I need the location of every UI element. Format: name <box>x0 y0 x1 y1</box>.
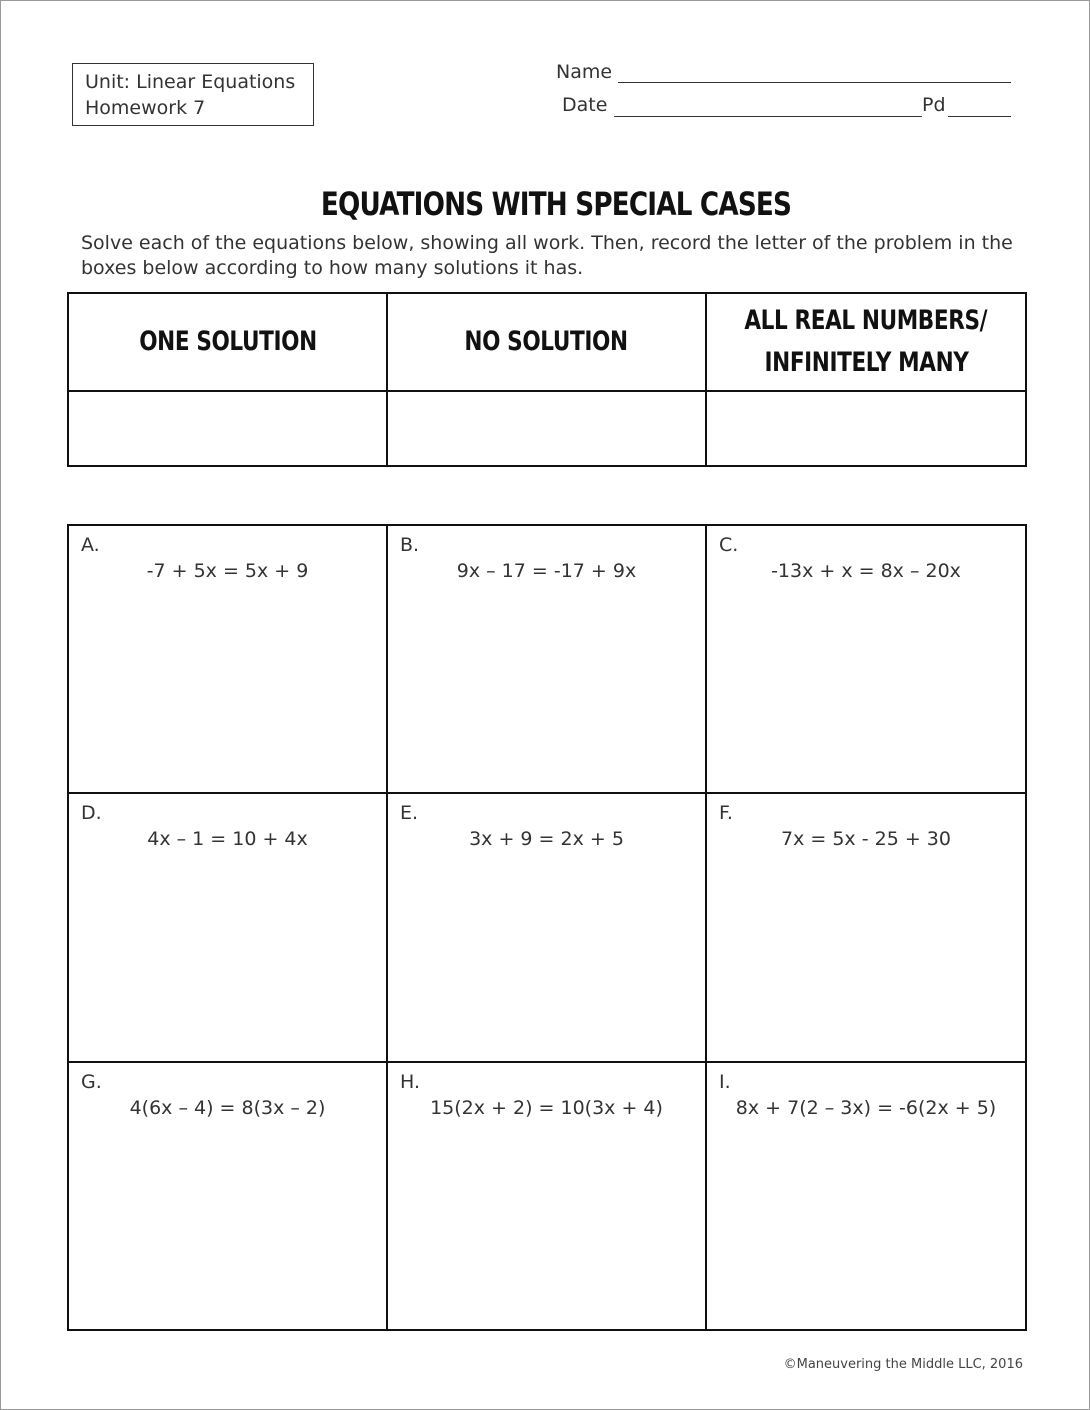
problem-letter: F. <box>719 802 733 824</box>
instructions: Solve each of the equations below, showing all work. Then, record the letter of the problem in the boxes below according to how many solutions it has. <box>81 232 1013 279</box>
period-label: Pd <box>922 94 946 116</box>
problem-equation: 3x + 9 = 2x + 5 <box>469 828 624 850</box>
homework-label: Homework 7 <box>85 97 206 119</box>
problem-cell-i[interactable] <box>707 1063 1025 1329</box>
problem-cell-h[interactable] <box>388 1063 707 1329</box>
problem-cell-d[interactable] <box>69 794 388 1063</box>
problem-cell-b[interactable] <box>388 526 707 794</box>
problem-cell-e[interactable] <box>388 794 707 1063</box>
problem-equation: -13x + x = 8x – 20x <box>771 560 961 582</box>
solution-sort-table <box>67 292 1027 467</box>
unit-box <box>72 63 314 126</box>
date-field-line[interactable] <box>614 116 922 117</box>
problem-equation: -7 + 5x = 5x + 9 <box>146 560 309 582</box>
header-no-solution <box>388 294 707 392</box>
name-field-line[interactable] <box>618 82 1011 83</box>
problem-letter: G. <box>81 1071 102 1093</box>
answer-box-no-solution[interactable] <box>388 392 707 465</box>
problem-letter: C. <box>719 534 739 556</box>
problem-equation: 15(2x + 2) = 10(3x + 4) <box>430 1097 663 1119</box>
header-no-solution-text: NO SOLUTION <box>464 326 629 357</box>
problem-equation: 8x + 7(2 – 3x) = -6(2x + 5) <box>735 1097 997 1119</box>
problem-letter: D. <box>81 802 102 824</box>
answer-box-infinitely-many[interactable] <box>707 392 1025 465</box>
period-field-line[interactable] <box>948 116 1011 117</box>
problem-equation: 4x – 1 = 10 + 4x <box>147 828 308 850</box>
problem-cell-g[interactable] <box>69 1063 388 1329</box>
problem-letter: E. <box>400 802 419 824</box>
header-infinitely-many-text: INFINITELY MANY <box>764 347 968 378</box>
problem-letter: H. <box>400 1071 420 1093</box>
problem-cell-a[interactable] <box>69 526 388 794</box>
copyright-footer: ©Maneuvering the Middle LLC, 2016 <box>783 1357 1023 1372</box>
header-infinitely-many <box>707 294 1025 392</box>
problem-letter: A. <box>81 534 100 556</box>
header-all-real-numbers-text: ALL REAL NUMBERS/ <box>744 305 988 336</box>
problem-equation: 7x = 5x - 25 + 30 <box>781 828 951 850</box>
problem-equation: 9x – 17 = -17 + 9x <box>456 560 637 582</box>
problem-cell-c[interactable] <box>707 526 1025 794</box>
header-one-solution <box>69 294 388 392</box>
problem-cell-f[interactable] <box>707 794 1025 1063</box>
page-title: EQUATIONS WITH SPECIAL CASES <box>320 185 792 223</box>
problem-grid <box>67 524 1027 1331</box>
problem-letter: B. <box>400 534 420 556</box>
answer-box-one-solution[interactable] <box>69 392 388 465</box>
header-one-solution-text: ONE SOLUTION <box>138 326 317 357</box>
unit-label: Unit: Linear Equations <box>85 71 296 93</box>
problem-letter: I. <box>719 1071 731 1093</box>
problem-equation: 4(6x – 4) = 8(3x – 2) <box>129 1097 326 1119</box>
name-label: Name <box>556 61 613 83</box>
date-label: Date <box>562 94 608 116</box>
